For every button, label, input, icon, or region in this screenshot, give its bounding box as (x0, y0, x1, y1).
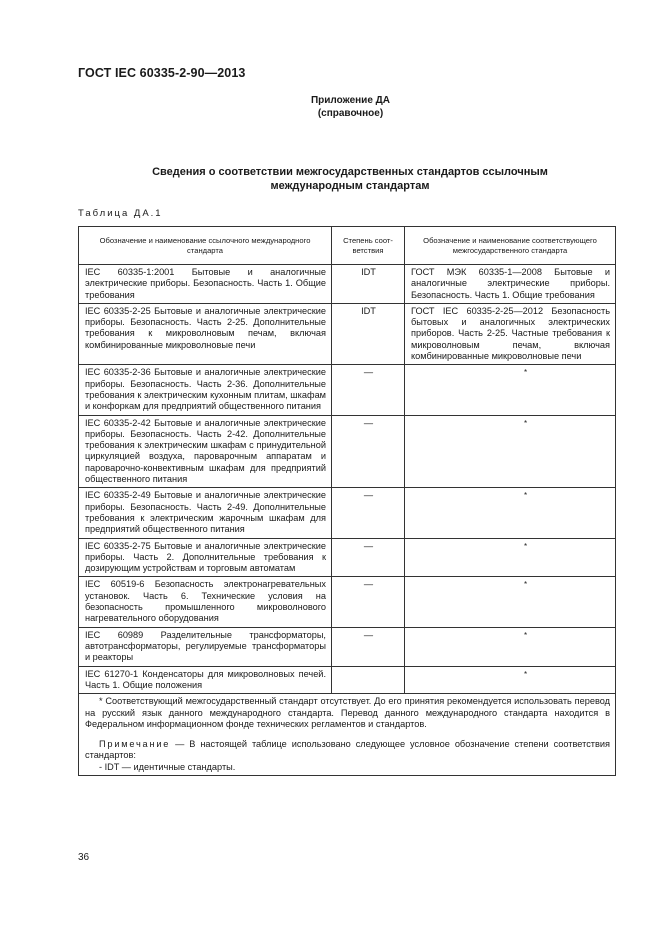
intl-standard-cell: IEC 60335-2-42 Бытовые и аналогичные электрические приборы. Безопасность. Часть 2-42. Дополнительные требования к электрическим шкафам с принудительной циркуляцией воздуха, пароварочным аппаратам и пароварочно-конвективным шкафам для предприятий общественного питания (79, 415, 332, 488)
header-intl-standard: Обозначение и наименование ссылочного международного стандарта (79, 227, 332, 265)
section-title-line1: Сведения о соответствии межгосударственных стандартов ссылочным (152, 166, 548, 178)
header-degree: Степень соот-ветствия (332, 227, 405, 265)
interstate-standard-cell: ГОСТ IEC 60335-2-25—2012 Безопасность бытовых и аналогичных электрических приборов. Часть 2-25. Частные требования к микроволновым печам, включая комбинированные микроволновые печи (405, 303, 616, 364)
footnote-marker: * (523, 418, 528, 428)
table-footnote-row (79, 694, 616, 776)
appendix-subtitle: (справочное) (317, 108, 384, 119)
intl-standard-cell: IEC 60519-6 Безопасность электронагревательных установок. Часть 6. Технические условия на безопасность промышленного микроволнового нагревательного оборудования (79, 577, 332, 627)
table-row (79, 538, 616, 577)
degree-cell: — (332, 488, 405, 538)
note-item: - IDT — идентичные стандарты. (99, 761, 236, 772)
table-row (79, 415, 616, 488)
intl-standard-cell: IEC 61270-1 Конденсаторы для микроволновых печей. Часть 1. Общие положения (79, 666, 332, 694)
footnote-marker: * (523, 368, 528, 378)
page-number: 36 (78, 852, 90, 863)
footnote-marker: * (523, 669, 528, 679)
appendix-heading (0, 94, 661, 120)
footnote-marker: * (523, 630, 528, 640)
degree-cell: — (332, 577, 405, 627)
intl-standard-cell: IEC 60335-2-49 Бытовые и аналогичные электрические приборы. Безопасность. Часть 2-49. Дополнительные требования к электрическим жарочным шкафам для предприятий общественного питания (79, 488, 332, 538)
section-title (100, 165, 600, 193)
table-footnote (79, 694, 616, 776)
degree-cell: — (332, 365, 405, 415)
table-label: Таблица ДА.1 (78, 208, 163, 219)
note-label: Примечание (99, 738, 171, 749)
table-row (79, 303, 616, 364)
table-row (79, 627, 616, 666)
intl-standard-cell: IEC 60335-2-36 Бытовые и аналогичные электрические приборы. Безопасность. Часть 2-36. Дополнительные требования к электрическим кухонным плитам, шкафам и конфоркам для предприятий общественного питания (79, 365, 332, 415)
interstate-standard-cell (405, 415, 616, 488)
intl-standard-cell: IEC 60335-2-25 Бытовые и аналогичные электрические приборы. Безопасность. Часть 2-25. Дополнительные требования к микроволновым печам, включая комбинированные микроволновые печи (79, 303, 332, 364)
footnote-marker: * (523, 580, 528, 590)
correspondence-table (78, 226, 616, 776)
footnote-marker: * (523, 541, 528, 551)
header-interstate-standard: Обозначение и наименование соответствующего межгосударственного стандарта (405, 227, 616, 265)
degree-cell: IDT (332, 303, 405, 364)
intl-standard-cell: IEC 60335-1:2001 Бытовые и аналогичные электрические приборы. Безопасность. Часть 1. Общие требования (79, 265, 332, 304)
table-header-row (79, 227, 616, 265)
interstate-standard-cell: ГОСТ МЭК 60335-1—2008 Бытовые и аналогичные электрические приборы. Безопасность. Часть 1. Общие требования (405, 265, 616, 304)
note-text: — В настоящей таблице использовано следующее условное обозначение степени соответствия стандартов: (85, 738, 610, 761)
footnote-text: * Соответствующий межгосударственный стандарт отсутствует. До его принятия рекомендуется использовать перевод на русский язык данного международного стандарта. Перевод данного международного стандарта находится в Федеральном информационном фонде технических регламентов и стандартов. (85, 696, 610, 730)
interstate-standard-cell (405, 666, 616, 694)
degree-cell: — (332, 627, 405, 666)
intl-standard-cell: IEC 60335-2-75 Бытовые и аналогичные электрические приборы. Часть 2. Дополнительные требования к дозирующим устройствам и торговым автоматам (79, 538, 332, 577)
degree-cell: IDT (332, 265, 405, 304)
degree-cell: — (332, 415, 405, 488)
note-paragraph (85, 739, 610, 762)
interstate-standard-cell (405, 538, 616, 577)
interstate-standard-cell (405, 627, 616, 666)
interstate-standard-cell (405, 365, 616, 415)
table-row (79, 365, 616, 415)
degree-cell: — (332, 538, 405, 577)
table-row (79, 265, 616, 304)
table-row (79, 577, 616, 627)
section-title-line2: международным стандартам (270, 180, 430, 192)
interstate-standard-cell (405, 488, 616, 538)
document-header: ГОСТ IEC 60335-2-90—2013 (78, 66, 246, 80)
table-row (79, 488, 616, 538)
interstate-standard-cell (405, 577, 616, 627)
degree-cell (332, 666, 405, 694)
footnote-marker: * (523, 491, 528, 501)
appendix-title: Приложение ДА (310, 95, 391, 106)
intl-standard-cell: IEC 60989 Разделительные трансформаторы, автотрансформаторы, регулируемые трансформаторы и реакторы (79, 627, 332, 666)
table-row (79, 666, 616, 694)
